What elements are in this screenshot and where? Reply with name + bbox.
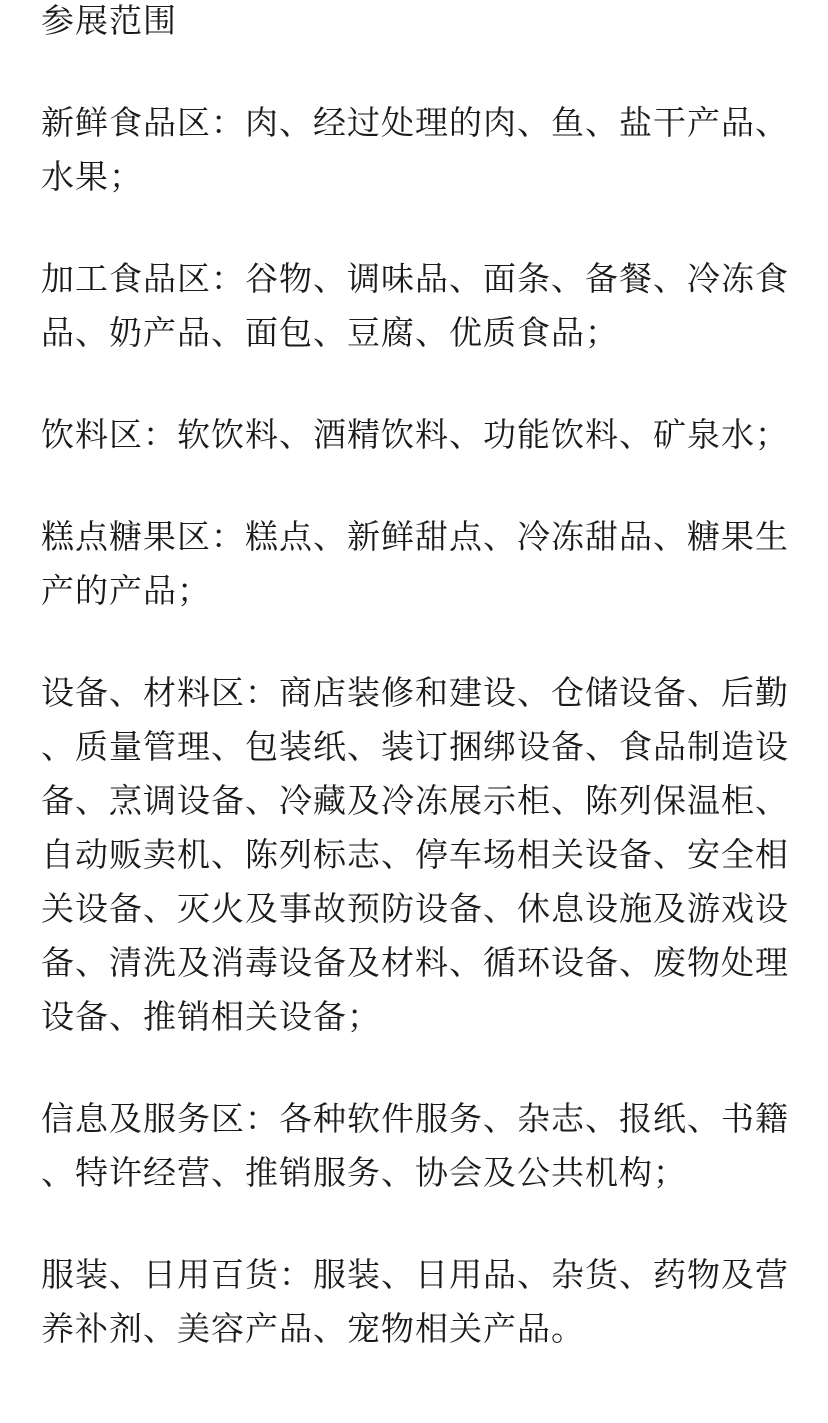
paragraph-confectionery: 糕点糖果区：糕点、新鲜甜点、冷冻甜品、糖果生产的产品； — [41, 517, 789, 610]
paragraph-beverages: 饮料区：软饮料、酒精饮料、功能饮料、矿泉水； — [41, 415, 789, 454]
paragraph-equipment-materials: 设备、材料区：商店装修和建设、仓储设备、后勤、质量管理、包装纸、装订捆绑设备、食品制造设备、烹调设备、冷藏及冷冻展示柜、陈列保温柜、自动贩卖机、陈列标志、停车场相关设备、安全相关设备、灭火及事故预防设备、休息设施及游戏设备、清洗及消毒设备及材料、循环设备、废物处理设备、推销相关设备； — [41, 673, 789, 1036]
article-body — [41, 0, 789, 1356]
paragraph-information-services: 信息及服务区：各种软件服务、杂志、报纸、书籍、特许经营、推销服务、协会及公共机构； — [41, 1099, 789, 1192]
paragraph-processed-food: 加工食品区：谷物、调味品、面条、备餐、冷冻食品、奶产品、面包、豆腐、优质食品； — [41, 259, 789, 352]
paragraph-fresh-food: 新鲜食品区：肉、经过处理的肉、鱼、盐干产品、水果； — [41, 103, 789, 196]
section-heading: 参展范围 — [41, 1, 177, 40]
paragraph-apparel-goods: 服装、日用百货：服装、日用品、杂货、药物及营养补剂、美容产品、宠物相关产品。 — [41, 1255, 789, 1348]
